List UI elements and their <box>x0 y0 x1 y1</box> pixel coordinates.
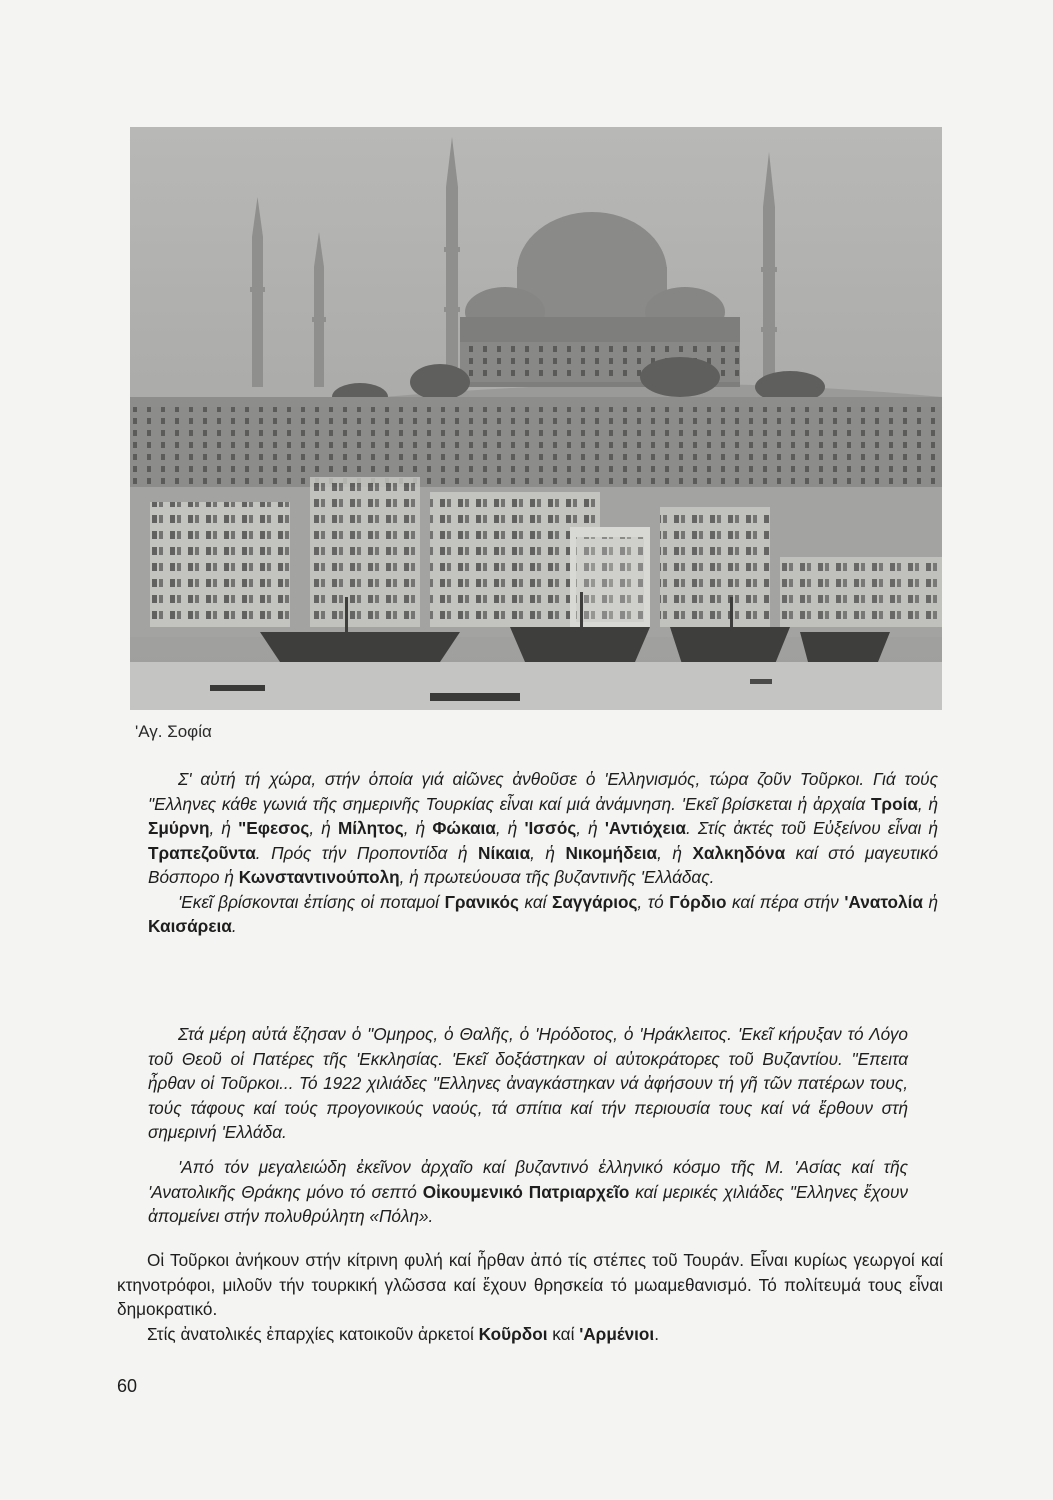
paragraph-patriarchate: 'Από τόν μεγαλειώδη ἐκεῖνον ἀρχαῖο καί βυζαντινό ἑλληνικό κόσμο τῆς Μ. 'Ασίας καί τῆς 'Ανατολικῆς Θράκης μόνο τό σεπτό Οἰκουμενικό Πατριαρχεῖο καί μερικές χιλιάδες "Ελληνες ἔχουν ἀπομείνει στήν πολυθρύλητη «Πόλη». <box>148 1157 908 1226</box>
bold-kourdoi: Κοῦρδοι <box>478 1323 548 1344</box>
bold-kaisareia: Καισάρεια <box>148 916 232 936</box>
photo-caption: 'Αγ. Σοφία <box>135 722 212 741</box>
paragraph-turks: Οἱ Τοῦρκοι ἀνήκουν στήν κίτρινη φυλή καί ἦρθαν ἀπό τίς στέπες τοῦ Τουράν. Εἶναι κυρίως γεωργοί καί κτηνοτρόφοι, μιλοῦν τήν τουρκική γλῶσσα καί ἔχουν θρησκεία τό μωαμεθανισμό. Τό πολίτευμά τους εἶναι δημοκρατικό. <box>117 1250 943 1319</box>
bold-granikos: Γρανικός <box>444 891 519 912</box>
photograph-hagia-sophia <box>130 127 942 710</box>
bold-smyrni: Σμύρνη <box>148 818 210 838</box>
bold-patriarcheio: Οἰκουμενικό Πατριαρχεῖο <box>422 1181 630 1202</box>
bold-chalkidona: Χαλκηδόνα <box>692 842 786 863</box>
bold-troia: Τροία <box>870 793 918 814</box>
bold-konstantinoupoli: Κωνσταντινούπολη <box>238 867 400 887</box>
mosque-skyline-illustration <box>130 127 942 710</box>
bold-nikomideia: Νικομήδεια <box>565 842 658 863</box>
bold-fokaia: Φώκαια <box>432 818 496 838</box>
paragraph-history: Στά μέρη αὐτά ἔζησαν ὁ "Ομηρος, ὁ Θαλῆς, ὁ 'Ηρόδοτος, ὁ 'Ηράκλειτος. 'Εκεῖ κήρυξαν τό Λόγο τοῦ Θεοῦ οἱ Πατέρες τῆς 'Εκκλησίας. 'Εκεῖ δοξάστηκαν οἱ αὐτοκράτορες τοῦ Βυζαντίου. "Επειτα ἦρθαν οἱ Τοῦρκοι... Τό 1922 χιλιάδες "Ελληνες ἀναγκάστηκαν νά ἀφήσουν τή γῆ τῶν πατέρων τους, τούς τάφους καί τούς προγονικούς ναούς, τά σπίτια καί τήν περιουσία τους καί νά ἔρθουν στή σημερινή 'Ελλάδα. <box>148 1024 908 1142</box>
bold-trapezounta: Τραπεζοῦντα <box>148 842 256 863</box>
bold-antiocheia: 'Αντιόχεια <box>604 818 686 838</box>
italic-section-cities <box>148 767 938 939</box>
italic-section-patriarchate <box>148 1155 908 1229</box>
bold-nikaia: Νίκαια <box>478 842 531 863</box>
bold-miletos: Μίλητος <box>337 818 404 838</box>
paragraph-rivers: 'Εκεῖ βρίσκονται ἐπίσης οἱ ποταμοί Γρανικός καί Σαγγάριος, τό Γόρδιο καί πέρα στήν 'Ανατολία ἡ Καισάρεια. <box>148 891 938 936</box>
bold-armenioi: 'Αρμένιοι <box>579 1323 655 1344</box>
bold-efesos: "Εφεσος <box>238 818 310 838</box>
bold-issos: 'Ισσός <box>524 818 577 838</box>
italic-section-history <box>148 1022 908 1145</box>
paragraph-asia-minor-cities: Σ' αὐτή τή χώρα, στήν ὁποία γιά αἰῶνες ἀνθοῦσε ὁ 'Ελληνισμός, τώρα ζοῦν Τοῦρκοι. Γιά τούς "Ελληνες κάθε γωνιά τῆς σημερινῆς Τουρκίας εἶναι καί μιά ἀνάμνηση. 'Εκεῖ βρίσκεται ἡ ἀρχαία Τροία, ἡ Σμύρνη, ἡ "Εφεσος, ἡ Μίλητος, ἡ Φώκαια, ἡ 'Ισσός, ἡ 'Αντιόχεια. Στίς ἀκτές τοῦ Εὐξείνου εἶναι ἡ Τραπεζοῦντα. Πρός τήν Προποντίδα ἡ Νίκαια, ἡ Νικομήδεια, ἡ Χαλκηδόνα καί στό μαγευτικό Βόσπορο ἡ Κωνσταντινούπολη, ἡ πρωτεύουσα τῆς βυζαντινῆς 'Ελλάδας. <box>148 769 939 887</box>
bold-saggarios: Σαγγάριος <box>552 891 638 912</box>
section-turks <box>117 1248 943 1346</box>
paragraph-kurds-armenians: Στίς ἀνατολικές ἐπαρχίες κατοικοῦν ἀρκετοί Κοῦρδοι καί 'Αρμένιοι. <box>147 1323 659 1344</box>
bold-gordio: Γόρδιο <box>669 891 727 912</box>
bold-anatolia: 'Ανατολία <box>844 891 923 912</box>
page-number: 60 <box>117 1376 138 1396</box>
